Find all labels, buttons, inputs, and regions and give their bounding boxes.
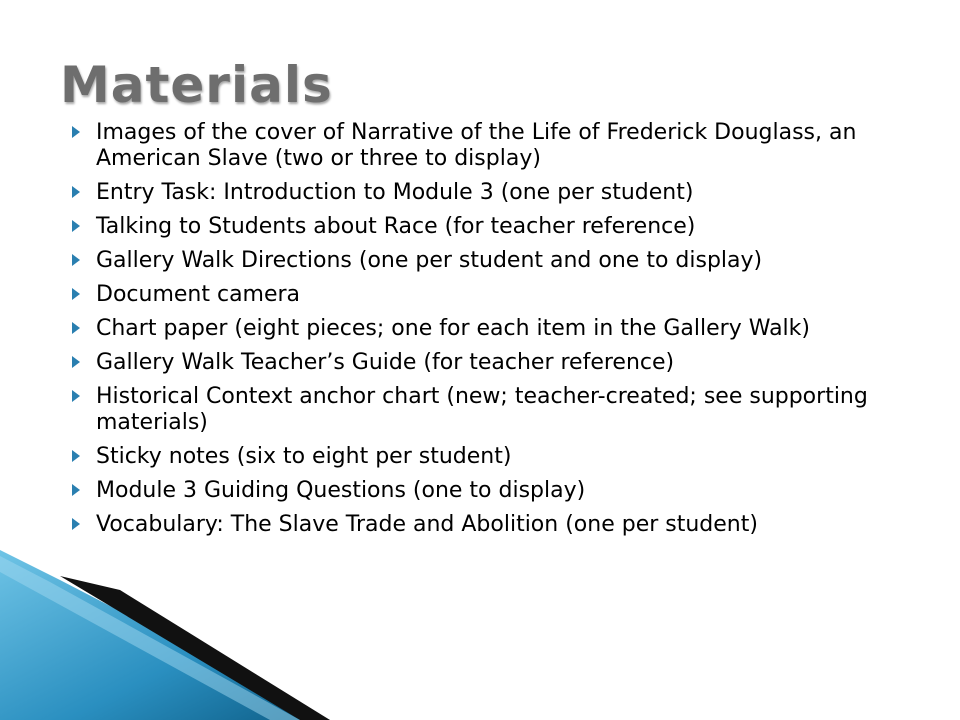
- triangle-right-icon: [72, 484, 80, 496]
- list-item-text: Historical Context anchor chart (new; teacher-created; see supporting materials): [96, 384, 868, 435]
- list-item-text: Gallery Walk Directions (one per student and one to display): [96, 248, 763, 273]
- list-item: [68, 444, 900, 470]
- list-item-text: Talking to Students about Race (for teacher reference): [96, 214, 696, 239]
- list-item-text: Document camera: [96, 282, 301, 307]
- list-item-text: Images of the cover of Narrative of the Life of Frederick Douglass, an American Slave (two or three to display): [96, 120, 857, 171]
- triangle-right-icon: [72, 288, 80, 300]
- triangle-right-icon: [72, 254, 80, 266]
- list-item-text: Module 3 Guiding Questions (one to display): [96, 478, 586, 503]
- triangle-right-icon: [72, 322, 80, 334]
- list-item: [68, 282, 900, 308]
- list-item-text: Vocabulary: The Slave Trade and Abolition (one per student): [96, 512, 758, 537]
- list-item-text: Gallery Walk Teacher’s Guide (for teacher reference): [96, 350, 675, 375]
- list-item: [68, 384, 900, 436]
- triangle-right-icon: [72, 186, 80, 198]
- triangle-right-icon: [72, 126, 80, 138]
- list-item: [68, 350, 900, 376]
- triangle-right-icon: [72, 450, 80, 462]
- list-item: [68, 180, 900, 206]
- materials-list: [68, 120, 900, 546]
- list-item: [68, 120, 900, 172]
- list-item-text: Chart paper (eight pieces; one for each item in the Gallery Walk): [96, 316, 810, 341]
- triangle-right-icon: [72, 518, 80, 530]
- list-item-text: Sticky notes (six to eight per student): [96, 444, 512, 469]
- decorative-swoosh: [0, 550, 960, 720]
- slide-title: Materials: [60, 56, 333, 114]
- list-item: [68, 316, 900, 342]
- triangle-right-icon: [72, 220, 80, 232]
- list-item: [68, 512, 900, 538]
- list-item: [68, 478, 900, 504]
- triangle-right-icon: [72, 356, 80, 368]
- list-item: [68, 214, 900, 240]
- triangle-right-icon: [72, 390, 80, 402]
- list-item: [68, 248, 900, 274]
- list-item-text: Entry Task: Introduction to Module 3 (one per student): [96, 180, 694, 205]
